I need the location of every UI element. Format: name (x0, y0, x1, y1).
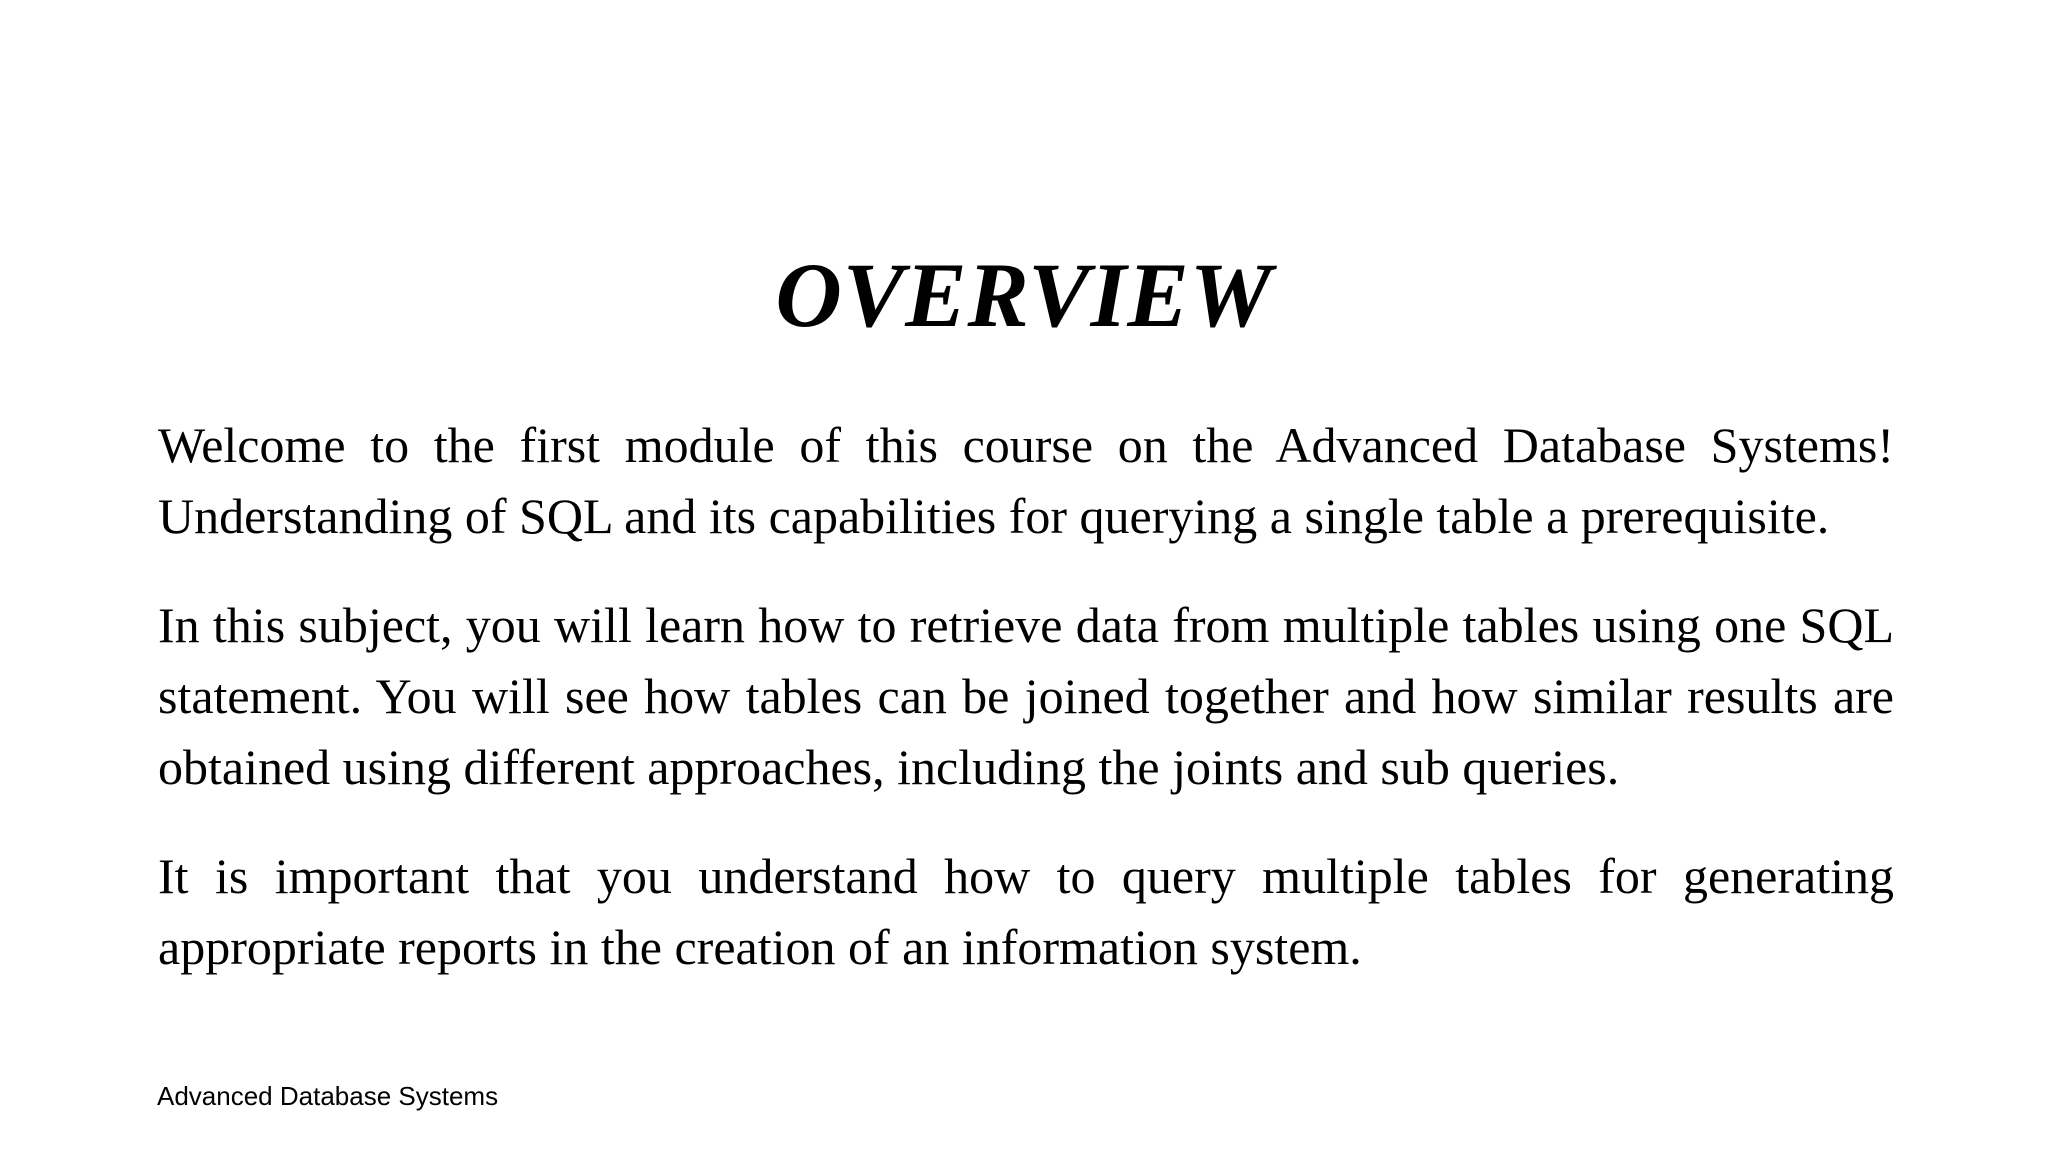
slide-footer: Advanced Database Systems (157, 1081, 499, 1111)
slide-title: OVERVIEW (775, 244, 1273, 346)
paragraph-subject: In this subject, you will learn how to retrieve data from multiple tables using one SQL statement. You will see how tables can be joined together and how similar results are obtained using different approaches, including the joints and sub queries. (158, 597, 1894, 795)
slide-body (158, 410, 1894, 1021)
paragraph-welcome: Welcome to the first module of this course on the Advanced Database Systems! Understanding of SQL and its capabilities for querying a single table a prerequisite. (158, 417, 1894, 544)
paragraph-importance: It is important that you understand how to query multiple tables for generating appropriate reports in the creation of an information system. (158, 848, 1894, 975)
